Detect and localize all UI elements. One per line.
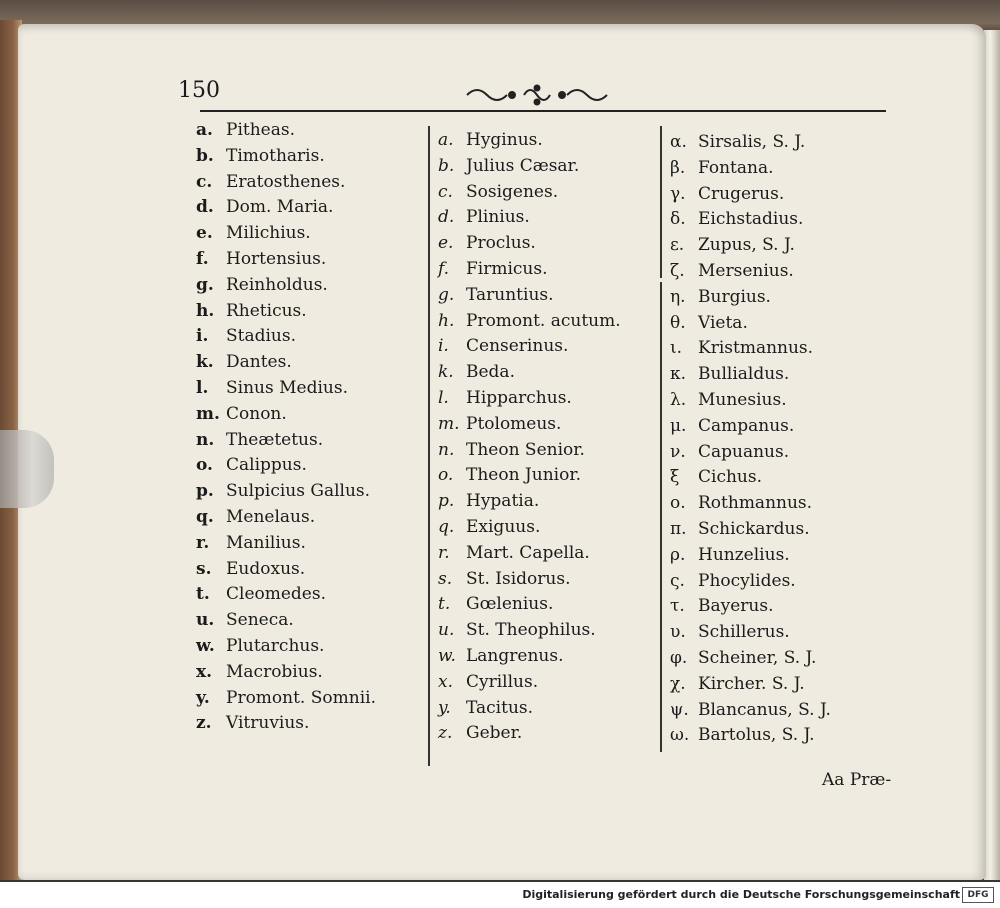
entry-name: Censerinus. bbox=[466, 336, 569, 357]
footer-bar bbox=[0, 882, 1000, 908]
entry-name: Hortensius. bbox=[226, 249, 327, 269]
entry-name: Mersenius. bbox=[698, 261, 794, 281]
entry-name: St. Isidorus. bbox=[466, 568, 571, 589]
ornament-icon bbox=[462, 80, 612, 110]
entry-letter: κ. bbox=[670, 364, 687, 385]
entry-letter: y. bbox=[196, 687, 210, 708]
entry-name: Ptolomeus. bbox=[466, 413, 562, 434]
entry-letter: l. bbox=[438, 388, 449, 408]
entry-letter: n. bbox=[438, 439, 455, 460]
list-item bbox=[670, 622, 790, 642]
entry-name: Menelaus. bbox=[226, 507, 316, 527]
entry-name: Cyrillus. bbox=[466, 671, 539, 692]
entry-name: Rothmannus. bbox=[698, 493, 813, 514]
entry-name: Pitheas. bbox=[226, 120, 295, 140]
list-item bbox=[438, 465, 581, 485]
entry-letter: π. bbox=[670, 519, 687, 539]
entry-letter: λ. bbox=[670, 390, 687, 410]
entry-letter: g. bbox=[438, 284, 455, 305]
entry-letter: n. bbox=[196, 429, 215, 450]
entry-name: Eratosthenes. bbox=[226, 171, 346, 192]
entry-letter: w. bbox=[196, 636, 215, 656]
list-item bbox=[670, 545, 790, 565]
entry-letter: b. bbox=[438, 155, 455, 176]
list-item bbox=[196, 120, 295, 140]
entry-letter: y. bbox=[438, 697, 451, 718]
entry-name: Scheiner, S. J. bbox=[698, 648, 817, 668]
entry-name: Theon Junior. bbox=[466, 465, 581, 486]
entry-letter: β. bbox=[670, 157, 686, 178]
entry-letter: l. bbox=[196, 378, 209, 398]
catchword: Aa Præ- bbox=[822, 770, 892, 790]
list-item bbox=[438, 440, 585, 460]
list-item bbox=[196, 378, 348, 398]
list-item bbox=[670, 158, 774, 178]
entry-name: Schickardus. bbox=[698, 519, 810, 539]
entry-name: Exiguus. bbox=[466, 517, 541, 537]
list-item bbox=[438, 672, 538, 692]
entry-name: Hyginus. bbox=[466, 130, 543, 150]
list-item bbox=[670, 132, 805, 152]
entry-name: Promont. Somnii. bbox=[226, 687, 376, 708]
column-divider-left bbox=[428, 126, 430, 766]
entry-letter: t. bbox=[196, 584, 210, 605]
entry-letter: q. bbox=[196, 507, 214, 527]
entry-name: Sirsalis, S. J. bbox=[698, 132, 806, 152]
entry-letter: h. bbox=[196, 300, 215, 321]
entry-letter: r. bbox=[438, 542, 450, 563]
entry-name: Vieta. bbox=[698, 312, 748, 333]
list-item bbox=[670, 493, 812, 513]
entry-letter: a. bbox=[196, 120, 213, 140]
entry-letter: ν. bbox=[670, 441, 686, 462]
entry-name: Tacitus. bbox=[466, 697, 534, 718]
list-item bbox=[438, 207, 530, 227]
entry-name: Plutarchus. bbox=[226, 636, 325, 656]
list-item bbox=[670, 416, 794, 436]
list-item bbox=[438, 182, 558, 202]
entry-name: Hipparchus. bbox=[466, 388, 572, 408]
entry-letter: p. bbox=[438, 491, 455, 512]
entry-letter: r. bbox=[196, 532, 210, 553]
entry-letter: w. bbox=[438, 646, 456, 666]
entry-name: Sulpicius Gallus. bbox=[226, 481, 371, 502]
entry-name: Beda. bbox=[466, 362, 515, 383]
list-item bbox=[438, 362, 515, 382]
entry-letter: x. bbox=[438, 671, 453, 692]
entry-name: Dantes. bbox=[226, 352, 292, 373]
entry-letter: b. bbox=[196, 145, 214, 166]
entry-name: Bartolus, S. J. bbox=[698, 725, 815, 746]
list-item bbox=[670, 209, 803, 229]
entry-name: Calippus. bbox=[226, 455, 307, 476]
list-item bbox=[438, 336, 568, 356]
entry-letter: m. bbox=[438, 413, 460, 434]
entry-name: Taruntius. bbox=[466, 284, 554, 305]
list-item bbox=[438, 388, 572, 408]
list-item bbox=[196, 610, 294, 630]
entry-letter: ζ. bbox=[670, 261, 685, 281]
list-item bbox=[670, 648, 816, 668]
entry-letter: z. bbox=[438, 723, 453, 744]
entry-name: St. Theophilus. bbox=[466, 620, 596, 641]
entry-name: Julius Cæsar. bbox=[466, 155, 580, 176]
entry-letter: d. bbox=[438, 207, 455, 228]
entry-name: Hypatia. bbox=[466, 491, 540, 512]
entry-name: Kristmannus. bbox=[698, 338, 814, 359]
entry-name: Reinholdus. bbox=[226, 274, 328, 295]
entry-name: Promont. acutum. bbox=[466, 310, 621, 331]
entry-name: Theon Senior. bbox=[466, 439, 585, 460]
entry-name: Capuanus. bbox=[698, 441, 790, 462]
list-item bbox=[196, 455, 307, 475]
entry-letter: f. bbox=[438, 259, 450, 279]
entry-letter: t. bbox=[438, 594, 451, 615]
entry-letter: x. bbox=[196, 661, 213, 682]
list-item bbox=[438, 698, 533, 718]
entry-letter: ω. bbox=[670, 725, 690, 746]
page-stack-edge bbox=[984, 30, 1000, 880]
entry-name: Theætetus. bbox=[226, 429, 324, 450]
list-item bbox=[438, 543, 590, 563]
entry-letter: ς. bbox=[670, 570, 685, 591]
entry-letter: m. bbox=[196, 403, 220, 424]
entry-letter: i. bbox=[196, 326, 209, 347]
list-item bbox=[196, 223, 311, 243]
list-item bbox=[438, 594, 553, 614]
entry-letter: a. bbox=[438, 130, 454, 150]
entry-name: Seneca. bbox=[226, 610, 294, 631]
entry-letter: f. bbox=[196, 249, 209, 269]
entry-name: Crugerus. bbox=[698, 183, 785, 204]
list-item bbox=[670, 287, 771, 307]
entry-name: Conon. bbox=[226, 403, 287, 424]
entry-name: Geber. bbox=[466, 723, 523, 744]
entry-letter: e. bbox=[196, 223, 213, 244]
list-item bbox=[438, 723, 522, 743]
entry-letter: δ. bbox=[670, 209, 686, 230]
entry-letter: η. bbox=[670, 286, 686, 307]
entry-letter: c. bbox=[196, 171, 213, 192]
entry-letter: c. bbox=[438, 181, 453, 202]
entry-letter: p. bbox=[196, 481, 214, 502]
entry-name: Munesius. bbox=[698, 390, 787, 410]
entry-letter: ξ bbox=[670, 467, 680, 488]
entry-name: Eichstadius. bbox=[698, 209, 804, 230]
page-number: 150 bbox=[178, 78, 220, 103]
column-divider-right-upper bbox=[660, 126, 662, 278]
footer-text: Digitalisierung gefördert durch die Deutsche Forschungsgemeinschaft bbox=[522, 888, 960, 901]
list-item bbox=[670, 338, 813, 358]
header-rule bbox=[200, 110, 886, 112]
entry-name: Cichus. bbox=[698, 467, 762, 488]
entry-name: Bullialdus. bbox=[698, 364, 790, 385]
list-item bbox=[196, 662, 323, 682]
list-item bbox=[196, 559, 305, 579]
entry-letter: ο. bbox=[670, 493, 686, 514]
list-item bbox=[670, 390, 787, 410]
entry-name: Macrobius. bbox=[226, 661, 323, 682]
list-item bbox=[670, 184, 784, 204]
list-item bbox=[670, 571, 796, 591]
entry-letter: o. bbox=[196, 455, 213, 476]
entry-letter: z. bbox=[196, 713, 212, 734]
list-item bbox=[196, 430, 323, 450]
list-item bbox=[196, 275, 328, 295]
list-item bbox=[196, 533, 306, 553]
list-item bbox=[438, 233, 536, 253]
entry-name: Milichius. bbox=[226, 223, 311, 244]
list-item bbox=[438, 285, 554, 305]
entry-letter: μ. bbox=[670, 415, 687, 436]
entry-name: Stadius. bbox=[226, 326, 297, 347]
list-item bbox=[196, 404, 287, 424]
entry-name: Eudoxus. bbox=[226, 558, 306, 579]
page-clip bbox=[0, 430, 54, 508]
entry-letter: i. bbox=[438, 336, 449, 357]
entry-name: Timotharis. bbox=[226, 145, 325, 166]
list-item bbox=[196, 584, 326, 604]
list-item bbox=[670, 725, 815, 745]
entry-letter: e. bbox=[438, 233, 454, 254]
list-item bbox=[670, 364, 789, 384]
entry-name: Cleomedes. bbox=[226, 584, 326, 605]
list-item bbox=[670, 467, 762, 487]
list-item bbox=[670, 674, 805, 694]
list-item bbox=[670, 261, 794, 281]
dfg-logo-icon: DFG bbox=[962, 887, 994, 903]
entry-name: Mart. Capella. bbox=[466, 542, 590, 563]
list-item bbox=[670, 313, 748, 333]
entry-name: Sosigenes. bbox=[466, 181, 559, 202]
list-item bbox=[438, 517, 540, 537]
list-item bbox=[438, 620, 596, 640]
entry-name: Firmicus. bbox=[466, 259, 548, 279]
entry-letter: ρ. bbox=[670, 544, 686, 565]
entry-letter: h. bbox=[438, 310, 455, 331]
entry-name: Campanus. bbox=[698, 415, 795, 436]
entry-letter: u. bbox=[438, 620, 455, 641]
entry-name: Blancanus, S. J. bbox=[698, 699, 831, 720]
entry-name: Sinus Medius. bbox=[226, 378, 348, 398]
list-item bbox=[438, 414, 561, 434]
entry-letter: s. bbox=[438, 568, 453, 589]
list-item bbox=[196, 172, 345, 192]
entry-name: Burgius. bbox=[698, 286, 771, 307]
entry-letter: τ. bbox=[670, 596, 685, 617]
entry-letter: α. bbox=[670, 132, 687, 152]
entry-name: Schillerus. bbox=[698, 622, 790, 643]
list-item bbox=[670, 596, 774, 616]
list-item bbox=[196, 146, 325, 166]
list-item bbox=[438, 569, 570, 589]
list-item bbox=[670, 519, 810, 539]
list-item bbox=[196, 249, 326, 269]
list-item bbox=[196, 326, 296, 346]
entry-name: Manilius. bbox=[226, 532, 306, 553]
list-item bbox=[196, 507, 315, 527]
entry-letter: ψ. bbox=[670, 699, 689, 720]
entry-letter: u. bbox=[196, 610, 215, 631]
entry-letter: γ. bbox=[670, 183, 686, 204]
entry-name: Vitruvius. bbox=[226, 713, 310, 734]
list-item bbox=[196, 636, 324, 656]
list-item bbox=[196, 481, 370, 501]
list-item bbox=[670, 442, 789, 462]
entry-name: Zupus, S. J. bbox=[698, 235, 795, 256]
list-item bbox=[438, 156, 579, 176]
entry-letter: θ. bbox=[670, 312, 686, 333]
list-item bbox=[438, 491, 539, 511]
list-item bbox=[670, 235, 795, 255]
entry-letter: ι. bbox=[670, 338, 683, 359]
entry-name: Proclus. bbox=[466, 233, 536, 254]
entry-name: Rheticus. bbox=[226, 300, 307, 321]
entry-letter: s. bbox=[196, 558, 212, 579]
entry-letter: o. bbox=[438, 465, 454, 486]
entry-letter: k. bbox=[438, 362, 454, 383]
entry-letter: φ. bbox=[670, 648, 688, 668]
entry-letter: ε. bbox=[670, 235, 685, 256]
entry-letter: υ. bbox=[670, 622, 686, 643]
list-item bbox=[196, 301, 307, 321]
entry-name: Gœlenius. bbox=[466, 594, 554, 615]
entry-letter: k. bbox=[196, 352, 214, 373]
entry-letter: χ. bbox=[670, 673, 686, 694]
entry-name: Dom. Maria. bbox=[226, 197, 334, 218]
column-divider-right-lower bbox=[660, 282, 662, 752]
list-item bbox=[196, 352, 292, 372]
entry-name: Plinius. bbox=[466, 207, 530, 228]
list-item bbox=[438, 311, 621, 331]
entry-name: Hunzelius. bbox=[698, 544, 790, 565]
list-item bbox=[196, 688, 376, 708]
entry-letter: q. bbox=[438, 517, 455, 537]
entry-name: Kircher. S. J. bbox=[698, 673, 805, 694]
list-item bbox=[196, 713, 309, 733]
entry-letter: d. bbox=[196, 197, 214, 218]
entry-name: Langrenus. bbox=[466, 646, 564, 666]
list-item bbox=[438, 646, 563, 666]
entry-name: Bayerus. bbox=[698, 596, 774, 617]
list-item bbox=[438, 259, 548, 279]
list-item bbox=[196, 197, 333, 217]
list-item bbox=[670, 700, 831, 720]
entry-letter: g. bbox=[196, 274, 214, 295]
list-item bbox=[438, 130, 543, 150]
entry-name: Phocylides. bbox=[698, 570, 796, 591]
entry-name: Fontana. bbox=[698, 157, 774, 178]
